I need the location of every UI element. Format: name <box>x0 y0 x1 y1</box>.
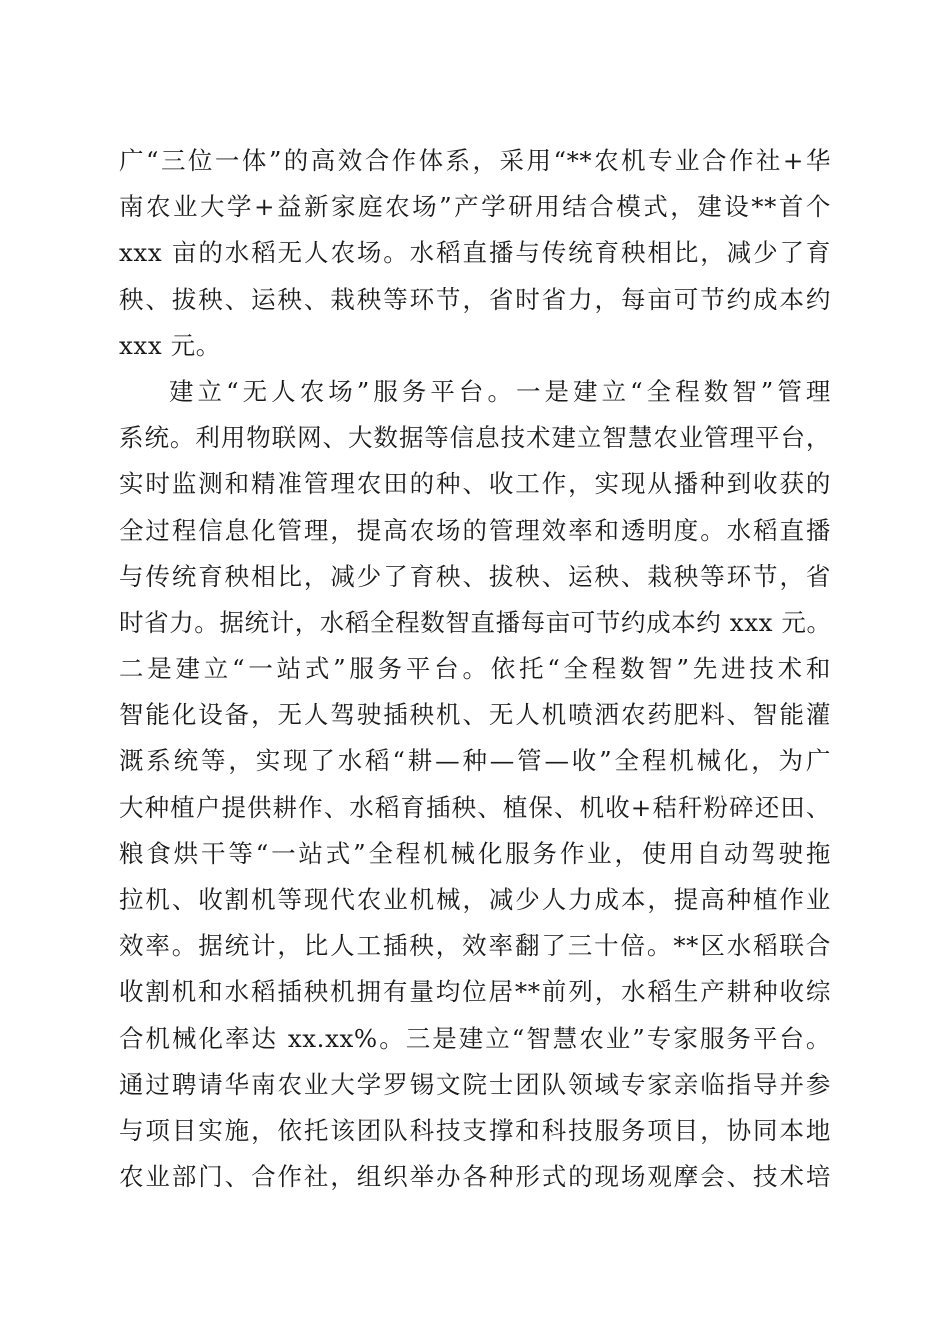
text-line: 溉系统等，实现了水稻“耕—种—管—收”全程机械化，为广 <box>119 746 831 776</box>
text-line: 通过聘请华南农业大学罗锡文院士团队领域专家亲临指导并参 <box>119 1069 831 1099</box>
paragraph-2 <box>119 369 831 1200</box>
text-line: 秧、拔秧、运秧、栽秧等环节，省时省力，每亩可节约成本约 <box>119 284 831 314</box>
text-line: 粮食烘干等“一站式”全程机械化服务作业，使用自动驾驶拖 <box>119 838 831 868</box>
text-line: 时省力。据统计，水稻全程数智直播每亩可节约成本约 xxx 元。 <box>119 607 832 637</box>
text-line: 与项目实施，依托该团队科技支撑和科技服务项目，协同本地 <box>119 1115 831 1145</box>
text-line: 系统。利用物联网、大数据等信息技术建立智慧农业管理平台， <box>119 423 831 453</box>
text-line: 大种植户提供耕作、水稻育插秧、植保、机收+秸秆粉碎还田、 <box>119 792 831 822</box>
text-line: 二是建立“一站式”服务平台。依托“全程数智”先进技术和 <box>119 654 831 684</box>
text-line: 实时监测和精准管理农田的种、收工作，实现从播种到收获的 <box>119 469 831 499</box>
text-line: 智能化设备，无人驾驶插秧机、无人机喷洒农药肥料、智能灌 <box>119 700 831 730</box>
text-line: 全过程信息化管理，提高农场的管理效率和透明度。水稻直播 <box>119 515 831 545</box>
text-line: 建立“无人农场”服务平台。一是建立“全程数智”管理 <box>169 376 831 406</box>
text-line: 效率。据统计，比人工插秧，效率翻了三十倍。**区水稻联合 <box>119 931 831 961</box>
text-line: xxx 元。 <box>119 330 221 360</box>
text-line: 拉机、收割机等现代农业机械，减少人力成本，提高种植作业 <box>119 885 831 914</box>
text-line: 农业部门、合作社，组织举办各种形式的现场观摩会、技术培 <box>119 1162 831 1192</box>
text-line: 南农业大学+益新家庭农场”产学研用结合模式，建设**首个 <box>119 192 831 222</box>
text-line: 合机械化率达 xx.xx%。三是建立“智慧农业”专家服务平台。 <box>119 1023 831 1053</box>
paragraph-1 <box>119 138 831 369</box>
text-line: xxx 亩的水稻无人农场。水稻直播与传统育秧相比，减少了育 <box>119 238 831 268</box>
text-line: 收割机和水稻插秧机拥有量均位居**前列，水稻生产耕种收综 <box>119 977 831 1007</box>
document-body <box>119 138 831 1200</box>
text-line: 广“三位一体”的高效合作体系，采用“**农机专业合作社+华 <box>119 146 831 175</box>
text-line: 与传统育秧相比，减少了育秧、拔秧、运秧、栽秧等环节，省 <box>119 561 831 591</box>
